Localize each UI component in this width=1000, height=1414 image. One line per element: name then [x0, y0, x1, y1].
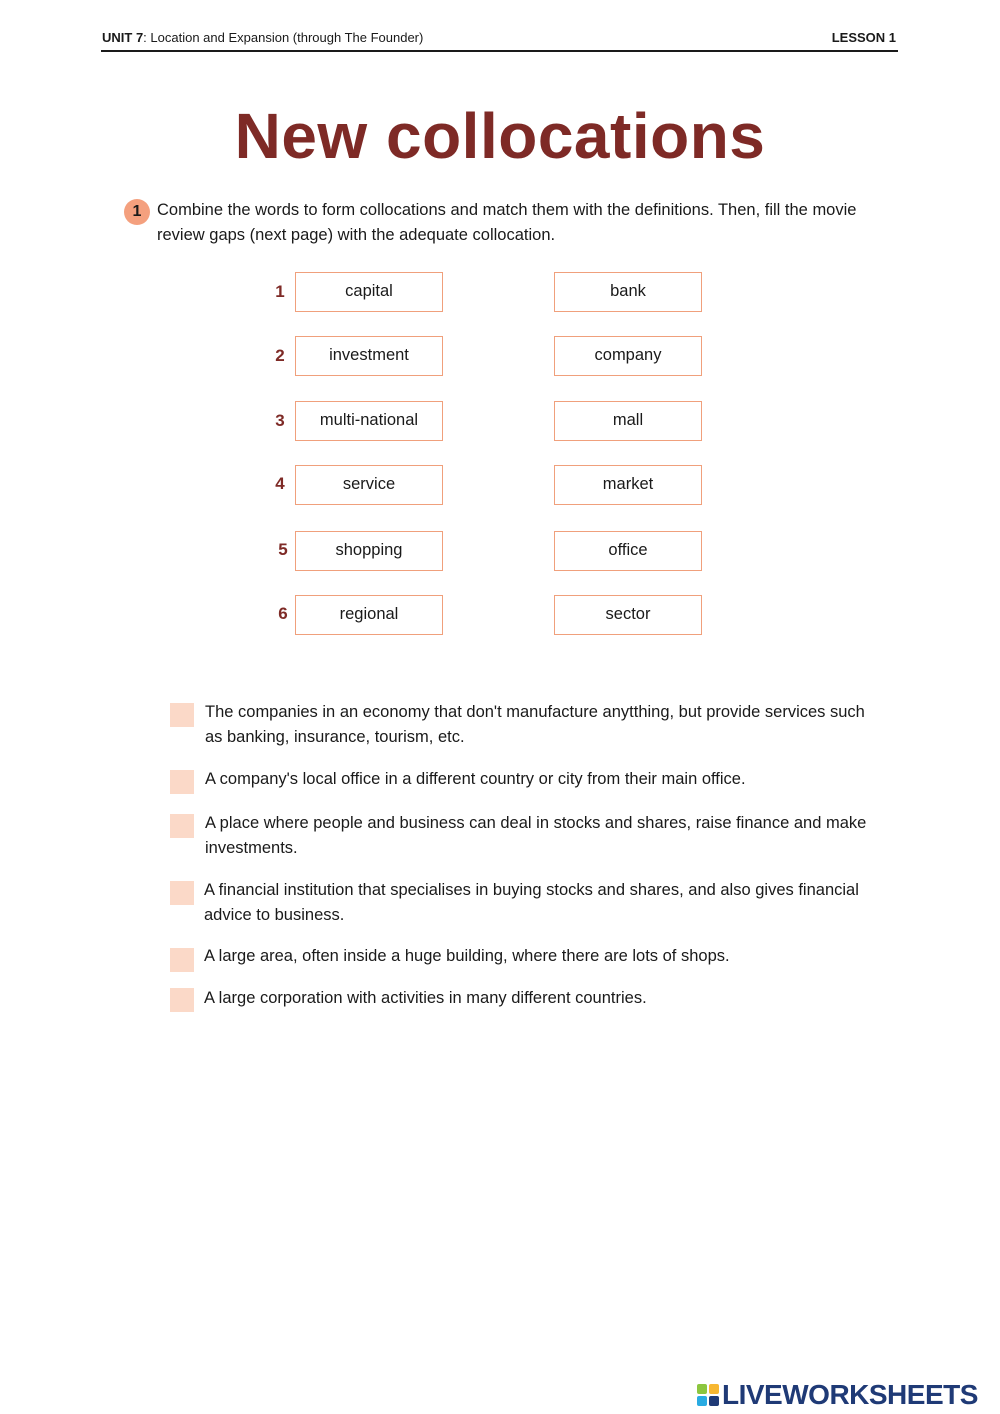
word-box-left[interactable]: regional — [295, 595, 443, 635]
word-box-right[interactable]: mall — [554, 401, 702, 441]
answer-box[interactable] — [170, 770, 194, 794]
answer-box[interactable] — [170, 814, 194, 838]
word-box-left[interactable]: multi-national — [295, 401, 443, 441]
word-box-left[interactable]: service — [295, 465, 443, 505]
unit-label: UNIT 7 — [102, 30, 144, 45]
unit-heading — [102, 29, 423, 47]
exercise-number-badge: 1 — [124, 199, 150, 225]
page-title: New collocations — [234, 100, 766, 172]
word-box-left[interactable]: investment — [295, 336, 443, 376]
pair-number: 1 — [275, 282, 285, 301]
answer-box[interactable] — [170, 881, 194, 905]
definition-text: A place where people and business can deal in stocks and shares, raise finance and make investments. — [205, 814, 867, 857]
unit-title: : Location and Expansion (through The Founder) — [143, 30, 424, 45]
definition-text: A large area, often inside a huge building, where there are lots of shops. — [204, 947, 730, 965]
pair-number: 6 — [278, 604, 288, 623]
definition-text: A company's local office in a different country or city from their main office. — [205, 770, 746, 788]
logo-text: LIVEWORKSHEETS — [722, 1379, 978, 1410]
definition-text: The companies in an economy that don't manufacture anytthing, but provide services such as banking, insurance, tourism, etc. — [205, 703, 865, 746]
pair-number: 3 — [275, 411, 285, 430]
word-box-right[interactable]: bank — [554, 272, 702, 312]
word-box-right[interactable]: company — [554, 336, 702, 376]
pair-number: 4 — [275, 474, 285, 493]
word-box-right[interactable]: office — [554, 531, 702, 571]
word-box-left[interactable]: capital — [295, 272, 443, 312]
answer-box[interactable] — [170, 948, 194, 972]
exercise-instructions: Combine the words to form collocations and match them with the definitions. Then, fill the movie review gaps (next page) with the adequate collocation. — [157, 201, 857, 244]
definition-text: A large corporation with activities in many different countries. — [204, 989, 647, 1007]
liveworksheets-logo-icon — [697, 1384, 719, 1406]
word-box-right[interactable]: market — [554, 465, 702, 505]
pair-number: 5 — [278, 540, 288, 559]
definition-text: A financial institution that specialises in buying stocks and shares, and also gives financial advice to business. — [204, 881, 859, 924]
pair-number: 2 — [275, 346, 285, 365]
answer-box[interactable] — [170, 988, 194, 1012]
page-header — [101, 28, 898, 52]
word-box-left[interactable]: shopping — [295, 531, 443, 571]
liveworksheets-logo[interactable] — [697, 1378, 978, 1412]
answer-box[interactable] — [170, 703, 194, 727]
lesson-label: LESSON 1 — [831, 30, 896, 45]
word-box-right[interactable]: sector — [554, 595, 702, 635]
